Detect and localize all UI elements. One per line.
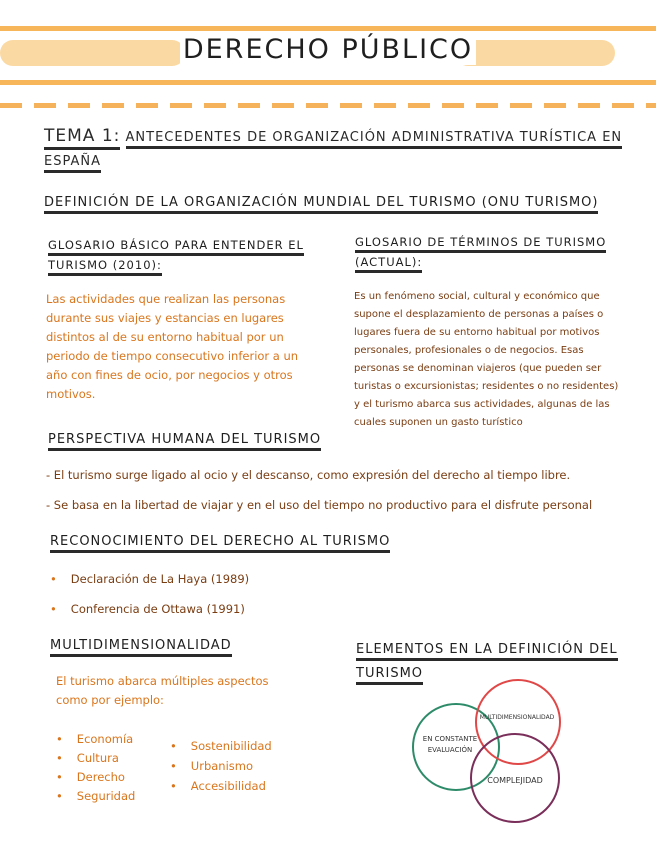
list-item: • Derecho bbox=[56, 768, 135, 787]
glosario-basico-heading: GLOSARIO BÁSICO PARA ENTENDER EL TURISMO (2010): bbox=[48, 235, 304, 275]
list-item: • Cultura bbox=[56, 749, 135, 768]
list-item: • Accesibilidad bbox=[170, 776, 272, 796]
list-item: • Urbanismo bbox=[170, 756, 272, 776]
multidimensionalidad-intro: El turismo abarca múltiples aspectos como por ejemplo: bbox=[56, 674, 269, 707]
glosario-basico-text: Las actividades que realizan las personas durante sus viajes y estancias en lugares distintos al de su entorno habitual por un periodo de tiempo consecutivo inferior a un año con fines de ocio, por negocios y otros motivos. bbox=[46, 292, 299, 401]
perspectiva-item: - Se basa en la libertad de viajar y en el uso del tiempo no productivo para el disfrute personal bbox=[46, 498, 593, 512]
tema-prefix: TEMA 1: bbox=[44, 126, 120, 150]
tema-text: ANTECEDENTES DE ORGANIZACIÓN ADMINISTRATIVA TURÍSTICA EN bbox=[126, 130, 623, 149]
perspectiva-list bbox=[46, 460, 636, 520]
header-pill-left bbox=[0, 40, 185, 66]
list-item: • Economía bbox=[56, 730, 135, 749]
tema-line2: ESPAÑA bbox=[44, 154, 101, 173]
page-title: DERECHO PÚBLICO bbox=[180, 34, 476, 65]
glosario-actual-heading: GLOSARIO DE TÉRMINOS DE TURISMO (ACTUAL): bbox=[355, 232, 606, 272]
header-band-bottom bbox=[0, 80, 656, 85]
perspectiva-heading: PERSPECTIVA HUMANA DEL TURISMO bbox=[48, 432, 321, 447]
glosario-actual-text: Es un fenómeno social, cultural y económico que supone el desplazamiento de personas a países o lugares fuera de su entorno habitual por motivos personales, profesionales o de negocios. Esas personas se denominan viajeros (que pueden ser turistas o excursionistas; residentes o no residentes) y el turismo abarca sus actividades, algunas de las cuales suponen un gasto turístico bbox=[354, 291, 619, 428]
list-item: • Seguridad bbox=[56, 787, 135, 806]
multidimensionalidad-col1 bbox=[56, 730, 135, 806]
perspectiva-item: - El turismo surge ligado al ocio y el descanso, como expresión del derecho al tiempo libre. bbox=[46, 468, 571, 482]
reconocimiento-heading: RECONOCIMIENTO DEL DERECHO AL TURISMO bbox=[50, 534, 390, 549]
list-item: • Sostenibilidad bbox=[170, 736, 272, 756]
venn-label-evaluacion: EN CONSTANTE EVALUACIÓN bbox=[422, 735, 478, 754]
list-item: • Declaración de La Haya (1989) bbox=[50, 564, 249, 594]
venn-label-multidimensionalidad: MULTIDIMENSIONALIDAD bbox=[479, 714, 555, 721]
header-pill-right bbox=[455, 40, 615, 66]
definicion-heading: DEFINICIÓN DE LA ORGANIZACIÓN MUNDIAL DEL TURISMO (ONU TURISMO) bbox=[44, 195, 598, 210]
elementos-heading: ELEMENTOS EN LA DEFINICIÓN DEL TURISMO bbox=[356, 638, 618, 686]
reconocimiento-list bbox=[50, 564, 249, 624]
dashed-divider bbox=[0, 103, 656, 108]
tema-heading bbox=[44, 124, 624, 174]
header-band-top bbox=[0, 26, 656, 31]
list-item: • Conferencia de Ottawa (1991) bbox=[50, 594, 249, 624]
multidimensionalidad-heading: MULTIDIMENSIONALIDAD bbox=[50, 638, 232, 653]
multidimensionalidad-col2 bbox=[170, 736, 272, 796]
venn-label-complejidad: COMPLEJIDAD bbox=[487, 776, 543, 785]
